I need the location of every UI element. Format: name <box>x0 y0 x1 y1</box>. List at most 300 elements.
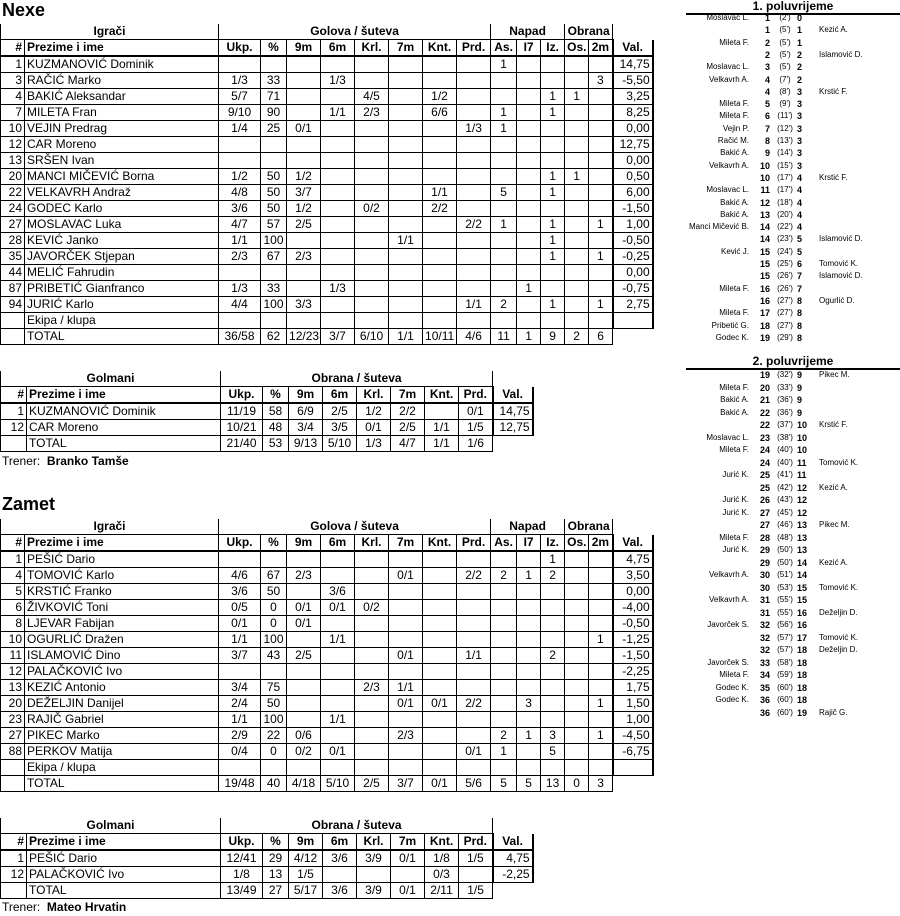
stat-cell <box>565 137 589 153</box>
zamet-score: 3 <box>797 123 803 134</box>
goalkeeper-number: 1 <box>1 403 27 420</box>
stat-cell: 1/3 <box>219 73 261 89</box>
nexe-scorer: Mileta F. <box>719 532 749 542</box>
zamet-score: 16 <box>797 620 808 630</box>
gk-total-row <box>1 436 533 452</box>
goal-event <box>686 123 900 135</box>
bench-blank <box>1 760 25 776</box>
stat-cell <box>517 153 541 169</box>
goal-minute: (7') <box>779 74 791 84</box>
bench-label: Ekipa / klupa <box>25 313 219 329</box>
goal-event <box>686 382 900 394</box>
zamet-score: 12 <box>797 507 808 518</box>
goalkeeper-number: 1 <box>1 850 27 867</box>
stat-cell <box>541 56 565 73</box>
goal-minute: (41') <box>777 470 793 479</box>
stat-cell: 67 <box>261 249 287 265</box>
goal-event <box>686 86 900 98</box>
stat-cell <box>565 712 589 728</box>
goal-event <box>686 98 900 110</box>
col-header-5: 7m <box>389 40 423 57</box>
nexe-scorer: Mileta F. <box>719 382 749 392</box>
goal-event <box>686 707 900 719</box>
stat-cell <box>457 584 491 600</box>
stat-cell: 1 <box>589 297 613 313</box>
stat-cell <box>423 249 457 265</box>
header-group-row <box>1 24 653 40</box>
stat-cell: 1 <box>541 105 565 121</box>
player-number: 22 <box>1 185 25 201</box>
col-header-10: Iz. <box>541 40 565 57</box>
attack-header: Napad <box>491 24 565 40</box>
zamet-score: 2 <box>797 62 803 73</box>
total-cell: 3/6 <box>323 883 357 899</box>
name-header: Prezime i ime <box>25 535 219 552</box>
stat-cell <box>219 56 261 73</box>
stat-cell: 1 <box>491 56 517 73</box>
stat-cell <box>321 249 355 265</box>
num-header: # <box>1 834 27 851</box>
goal-event <box>686 197 900 209</box>
stat-cell <box>219 313 261 329</box>
player-name: PERKOV Matija <box>25 744 219 760</box>
stat-cell <box>321 297 355 313</box>
stat-cell <box>589 584 613 600</box>
player-row <box>1 233 653 249</box>
zamet-scorer: Islamović D. <box>819 271 863 281</box>
zamet-scorer: Tomović K. <box>819 582 859 592</box>
nexe-score: 30 <box>759 570 770 580</box>
stat-cell: 3/6 <box>323 850 357 867</box>
goal-minute: (27') <box>777 295 793 305</box>
stat-cell: 2/2 <box>457 217 491 233</box>
nexe-score: 27 <box>759 507 770 518</box>
stat-cell: 4,75 <box>613 551 653 568</box>
stat-cell <box>219 664 261 680</box>
stat-cell <box>423 616 457 632</box>
stat-cell: 1 <box>541 297 565 313</box>
stat-cell <box>491 281 517 297</box>
goal-event <box>686 469 900 481</box>
stat-cell <box>517 680 541 696</box>
stat-cell <box>589 712 613 728</box>
nexe-score: 1 <box>764 13 770 23</box>
goal-minute: (37') <box>777 420 793 429</box>
stat-cell <box>321 664 355 680</box>
nexe-score: 27 <box>759 520 770 530</box>
player-row <box>1 137 653 153</box>
stat-cell: 2 <box>541 648 565 664</box>
col-header-2: 9m <box>287 40 321 57</box>
goal-event <box>686 669 900 681</box>
zamet-score: 14 <box>797 570 808 580</box>
stat-cell <box>287 137 321 153</box>
stat-cell <box>565 249 589 265</box>
player-name: RAČIĆ Marko <box>25 73 219 89</box>
goal-event <box>686 61 900 73</box>
goal-event <box>686 569 900 581</box>
player-name: DEŽELJIN Danijel <box>25 696 219 712</box>
stat-cell <box>287 696 321 712</box>
goal-minute: (27') <box>777 308 793 318</box>
zamet-score: 0 <box>797 13 803 23</box>
stat-cell <box>589 169 613 185</box>
gk-header-columns-row <box>1 387 533 404</box>
stat-cell: 2/5 <box>287 648 321 664</box>
stat-cell <box>517 249 541 265</box>
player-number: 27 <box>1 217 25 233</box>
player-row <box>1 616 653 632</box>
stat-cell <box>389 584 423 600</box>
nexe-scorer: Mileta F. <box>719 308 749 318</box>
player-name: KRSTIĆ Franko <box>25 584 219 600</box>
zamet-score: 15 <box>797 595 808 605</box>
stat-cell: 1/1 <box>457 648 491 664</box>
bench-blank <box>1 313 25 329</box>
stat-cell <box>355 632 389 648</box>
gk-header-columns-row <box>1 834 533 851</box>
nexe-scorer: Manci Mičević B. <box>688 222 749 232</box>
stat-cell <box>389 744 423 760</box>
zamet-score: 4 <box>797 185 803 196</box>
gk-col-header-7: Prd. <box>459 387 493 404</box>
stat-cell <box>389 313 423 329</box>
goal-minute: (20') <box>777 209 793 219</box>
stat-cell <box>287 56 321 73</box>
stat-cell <box>321 265 355 281</box>
blank-cell <box>493 436 533 452</box>
gk-col-header-3: 6m <box>323 387 357 404</box>
goal-event <box>686 295 900 307</box>
stat-cell: 0,00 <box>613 121 653 137</box>
stat-cell <box>589 648 613 664</box>
stat-cell: 3/4 <box>219 680 261 696</box>
stat-cell <box>457 201 491 217</box>
stat-cell: 1/1 <box>219 712 261 728</box>
nexe-score: 26 <box>759 495 770 505</box>
goalkeeper-row <box>1 420 533 436</box>
stat-cell: 3 <box>589 73 613 89</box>
stat-cell: 0 <box>261 600 287 616</box>
stat-cell <box>589 201 613 217</box>
stat-cell: 100 <box>261 712 287 728</box>
stat-cell: 50 <box>261 185 287 201</box>
player-name: RAJIČ Gabriel <box>25 712 219 728</box>
stat-cell <box>287 233 321 249</box>
total-cell: 1 <box>517 329 541 345</box>
nexe-team-title: Nexe <box>2 0 46 20</box>
stat-cell: 4/8 <box>219 185 261 201</box>
stat-cell <box>321 233 355 249</box>
stat-cell <box>261 664 287 680</box>
stat-cell: 12,75 <box>613 137 653 153</box>
nexe-scorer: Velkavrh A. <box>708 595 749 604</box>
stat-cell: 1 <box>589 632 613 648</box>
player-number: 12 <box>1 137 25 153</box>
stat-cell <box>491 89 517 105</box>
stat-cell: 1 <box>517 728 541 744</box>
stat-cell <box>321 551 355 568</box>
stat-cell <box>491 201 517 217</box>
stat-cell: 2,75 <box>613 297 653 313</box>
stat-cell: -0,50 <box>613 616 653 632</box>
total-cell: 4/7 <box>391 436 425 452</box>
stat-cell: 57 <box>261 217 287 233</box>
goal-event <box>686 594 900 606</box>
nexe-scorer: Mileta F. <box>719 670 749 679</box>
stat-cell: 14,75 <box>493 403 533 420</box>
nexe-scorer: Moslavac L. <box>706 13 749 22</box>
goal-event <box>686 221 900 233</box>
stat-cell: 6,00 <box>613 185 653 201</box>
total-cell: 1/1 <box>425 436 459 452</box>
goal-event <box>686 270 900 282</box>
stat-cell <box>565 696 589 712</box>
stat-cell <box>355 56 389 73</box>
goal-event <box>686 283 900 295</box>
blank-cell <box>493 371 533 387</box>
stat-cell <box>287 632 321 648</box>
gk-col-header-5: 7m <box>391 387 425 404</box>
stat-cell <box>321 313 355 329</box>
nexe-score: 16 <box>759 295 770 306</box>
stat-cell: 1/2 <box>287 169 321 185</box>
total-label: TOTAL <box>25 776 219 792</box>
zamet-score: 3 <box>797 86 803 97</box>
nexe-scorer: Vejin P. <box>722 123 749 133</box>
col-header-4: Krl. <box>355 535 389 552</box>
col-header-3: 6m <box>321 535 355 552</box>
gk-col-header-8: Val. <box>493 387 533 404</box>
goal-event <box>686 110 900 122</box>
player-number: 13 <box>1 680 25 696</box>
goal-event <box>686 657 900 669</box>
stat-cell <box>565 664 589 680</box>
goal-minute: (57') <box>777 645 793 654</box>
goal-event <box>686 644 900 656</box>
goal-minute: (5') <box>779 25 791 35</box>
stat-cell: 1 <box>541 185 565 201</box>
total-cell: 0/1 <box>391 883 425 899</box>
player-row <box>1 201 653 217</box>
zamet-scorer: Tomović K. <box>819 457 859 467</box>
player-name: JAVORČEK Stjepan <box>25 249 219 265</box>
stat-cell <box>321 89 355 105</box>
total-cell: 4/6 <box>457 329 491 345</box>
stat-cell <box>517 648 541 664</box>
goal-minute: (60') <box>777 695 793 704</box>
stat-cell: 6/9 <box>289 403 323 420</box>
stat-cell: 0 <box>261 616 287 632</box>
stat-cell: 3/9 <box>357 850 391 867</box>
stat-cell <box>517 185 541 201</box>
zamet-score: 4 <box>797 197 803 208</box>
stat-cell <box>541 632 565 648</box>
stat-cell <box>219 551 261 568</box>
zamet-scorer: Pikec M. <box>819 520 850 529</box>
stat-cell <box>321 696 355 712</box>
stat-cell <box>589 121 613 137</box>
player-row <box>1 105 653 121</box>
stat-cell: 2 <box>491 728 517 744</box>
stat-cell <box>589 616 613 632</box>
nexe-scorer: Mileta F. <box>719 111 749 121</box>
stat-cell <box>423 760 457 776</box>
zamet-score: 5 <box>797 246 803 257</box>
zamet-score: 13 <box>797 532 808 543</box>
player-row <box>1 153 653 169</box>
nexe-score: 15 <box>759 246 770 257</box>
stat-cell: 14,75 <box>613 56 653 73</box>
zamet-scorer: Tomović K. <box>819 259 859 268</box>
stat-cell: 4,75 <box>493 850 533 867</box>
stat-cell: -1,50 <box>613 648 653 664</box>
nexe-score: 9 <box>764 148 770 159</box>
zamet-score: 10 <box>797 420 808 430</box>
stat-cell <box>321 728 355 744</box>
stat-cell <box>287 73 321 89</box>
stat-cell: 43 <box>261 648 287 664</box>
stat-cell: 4/6 <box>219 568 261 584</box>
stat-cell: 1/2 <box>287 201 321 217</box>
stat-cell <box>355 137 389 153</box>
zamet-score: 18 <box>797 682 808 693</box>
player-row <box>1 712 653 728</box>
stat-cell <box>541 313 565 329</box>
goal-event <box>686 233 900 245</box>
goal-event <box>686 147 900 159</box>
nexe-score: 1 <box>764 25 770 36</box>
player-row <box>1 696 653 712</box>
stat-cell: -1,25 <box>613 632 653 648</box>
stat-cell <box>565 744 589 760</box>
stat-cell <box>565 648 589 664</box>
stat-cell <box>355 265 389 281</box>
stat-cell <box>389 760 423 776</box>
stat-cell: 0/2 <box>355 600 389 616</box>
stat-cell <box>355 153 389 169</box>
zamet-scorer: Deželjin D. <box>819 645 858 654</box>
name-header: Prezime i ime <box>27 387 221 404</box>
player-name: JURIĆ Karlo <box>25 297 219 313</box>
total-cell: 10/11 <box>423 329 457 345</box>
goal-event <box>686 37 900 49</box>
stat-cell: 9/10 <box>219 105 261 121</box>
goal-minute: (26') <box>777 271 793 281</box>
goal-event <box>686 258 900 270</box>
col-header-13: Val. <box>613 535 653 552</box>
zamet-scorer: Deželjin D. <box>819 607 858 617</box>
stat-cell <box>565 73 589 89</box>
stat-cell <box>565 551 589 568</box>
nexe-score: 10 <box>759 160 770 171</box>
zamet-score: 11 <box>797 470 807 480</box>
stat-cell <box>287 712 321 728</box>
stat-cell: 2/3 <box>355 105 389 121</box>
nexe-scorer: Moslavac L. <box>706 432 749 442</box>
stat-cell: 0,00 <box>613 265 653 281</box>
stat-cell <box>517 584 541 600</box>
player-row <box>1 169 653 185</box>
stat-cell: 0/3 <box>425 867 459 883</box>
stat-cell: 1/3 <box>219 281 261 297</box>
zamet-score: 18 <box>797 670 808 680</box>
player-row <box>1 121 653 137</box>
gk-col-header-0: Ukp. <box>221 834 263 851</box>
player-name: OGURLIĆ Dražen <box>25 632 219 648</box>
goal-event <box>686 682 900 694</box>
player-number: 8 <box>1 616 25 632</box>
zamet-score: 10 <box>797 445 808 455</box>
stat-cell <box>491 584 517 600</box>
goal-event <box>686 246 900 258</box>
nexe-score: 15 <box>759 271 770 282</box>
blank-cell <box>613 519 653 535</box>
stat-cell: 58 <box>263 403 289 420</box>
stat-cell: 1/3 <box>457 121 491 137</box>
igraci-header: Igrači <box>1 24 219 40</box>
player-number: 44 <box>1 265 25 281</box>
stat-cell <box>565 760 589 776</box>
stat-cell <box>491 616 517 632</box>
stat-cell <box>457 600 491 616</box>
stat-cell <box>389 73 423 89</box>
zamet-scorer: Kezić A. <box>819 482 848 492</box>
zamet-scorer: Kezić A. <box>819 25 848 35</box>
stat-cell: 1 <box>589 217 613 233</box>
stat-cell <box>389 217 423 233</box>
stat-cell <box>517 664 541 680</box>
gk-total-row <box>1 883 533 899</box>
stat-cell <box>423 664 457 680</box>
zamet-coach <box>2 900 126 914</box>
stat-cell <box>457 169 491 185</box>
player-row <box>1 632 653 648</box>
stat-cell <box>389 281 423 297</box>
zamet-score: 19 <box>797 707 808 718</box>
stat-cell: 1/2 <box>423 89 457 105</box>
header-group-row <box>1 519 653 535</box>
stat-cell <box>219 760 261 776</box>
player-name: KEVIĆ Janko <box>25 233 219 249</box>
goal-minute: (18') <box>777 197 793 207</box>
stat-cell <box>423 313 457 329</box>
col-header-6: Knt. <box>423 40 457 57</box>
stat-cell <box>613 760 653 776</box>
zamet-scorer: Rajič G. <box>819 707 848 717</box>
col-header-13: Val. <box>613 40 653 57</box>
goal-event <box>686 694 900 706</box>
stat-cell: 1/1 <box>389 680 423 696</box>
stat-cell: -6,75 <box>613 744 653 760</box>
stat-cell <box>517 201 541 217</box>
golmani-header: Golmani <box>1 818 221 834</box>
second-half-title: 2. poluvrijeme <box>686 355 900 370</box>
goal-minute: (15') <box>777 160 793 170</box>
gk-col-header-6: Knt. <box>425 387 459 404</box>
col-header-0: Ukp. <box>219 535 261 552</box>
player-name: BAKIĆ Aleksandar <box>25 89 219 105</box>
goal-minute: (48') <box>777 532 793 542</box>
stat-cell <box>389 121 423 137</box>
stat-cell: 0/6 <box>287 728 321 744</box>
player-number: 13 <box>1 153 25 169</box>
zamet-score: 7 <box>797 283 803 294</box>
player-row <box>1 568 653 584</box>
player-row <box>1 89 653 105</box>
stat-cell: 3/7 <box>219 648 261 664</box>
stat-cell <box>423 281 457 297</box>
